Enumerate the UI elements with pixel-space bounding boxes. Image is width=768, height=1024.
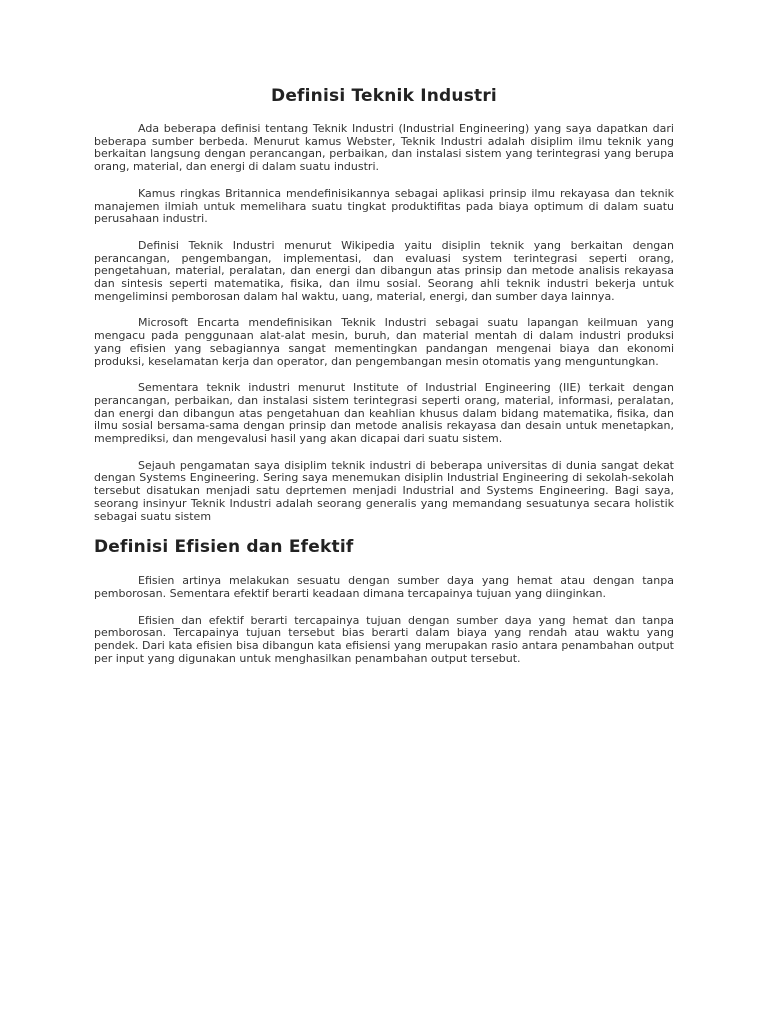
paragraph-5: Sementara teknik industri menurut Institute of Industrial Engineering (IIE) terkait dengan perancangan, perbaikan, dan instalasi sistem terintegrasi seperti orang, material, informasi, peralatan, dan energi dan dibangun atas pengetahuan dan keahlian khusus dalam bidang matematika, fisika, dan ilmu sosial bersama-sama dengan prinsip dan metode analisis rekayasa dan desain untuk menetapkan, memprediksi, dan mengevalusi hasil yang akan dicapai dari suatu sistem. xyxy=(94,381,674,446)
paragraph-3: Definisi Teknik Industri menurut Wikipedia yaitu disiplin teknik yang berkaitan dengan perancangan, pengembangan, implementasi, dan evaluasi system terintegrasi seperti orang, pengetahuan, material, peralatan, dan energi dan dibangun atas prinsip dan metode analisis rekayasa dan sintesis seperti matematika, fisika, dan ilmu sosial. Seorang ahli teknik industri bekerja untuk mengeliminsi pemborosan dalam hal waktu, uang, material, energi, dan sumber daya lainnya. xyxy=(94,238,674,303)
paragraph-6: Sejauh pengamatan saya disiplim teknik industri di beberapa universitas di dunia sangat dekat dengan Systems Engineering. Sering saya menemukan disiplin Industrial Engineering di sekolah-sekolah tersebut disatukan menjadi satu deprtemen menjadi Industrial and Systems Engineering. Bagi saya, seorang insinyur Teknik Industri adalah seorang generalis yang memandang sesuatunya secara holistik sebagai suatu sistem xyxy=(94,458,674,523)
paragraph-2: Kamus ringkas Britannica mendefinisikannya sebagai aplikasi prinsip ilmu rekayasa dan teknik manajemen ilmiah untuk memelihara suatu tingkat produktifitas pada biaya optimum di dalam suatu perusahaan industri. xyxy=(94,186,674,226)
paragraph-4: Microsoft Encarta mendefinisikan Teknik Industri sebagai suatu lapangan keilmuan yang mengacu pada penggunaan alat-alat mesin, buruh, dan material mentah di dalam industri produksi yang efisien yang sebagiannya sangat mementingkan pandangan mengenai biaya dan ekonomi produksi, keselamatan kerja dan operator, dan pengembangan mesin otomatis yang menguntungkan. xyxy=(94,316,674,368)
document-page xyxy=(94,86,674,680)
section2-paragraph-1: Efisien artinya melakukan sesuatu dengan sumber daya yang hemat atau dengan tanpa pemborosan. Sementara efektif berarti keadaan dimana tercapainya tujuan yang diinginkan. xyxy=(94,574,674,600)
paragraph-1: Ada beberapa definisi tentang Teknik Industri (Industrial Engineering) yang saya dapatkan dari beberapa sumber berbeda. Menurut kamus Webster, Teknik Industri adalah disiplim ilmu teknik yang berkaitan langsung dengan perancangan, perbaikan, dan instalasi sistem yang terintegrasi yang berupa orang, material, dan energi di dalam suatu industri. xyxy=(94,122,674,174)
section-heading-efisien-efektif: Definisi Efisien dan Efektif xyxy=(94,537,354,558)
document-title: Definisi Teknik Industri xyxy=(271,86,497,106)
section2-paragraph-2: Efisien dan efektif berarti tercapainya tujuan dengan sumber daya yang hemat dan tanpa pemborosan. Tercapainya tujuan tersebut bias berarti dalam biaya yang rendah atau waktu yang pendek. Dari kata efisien bisa dibangun kata efisiensi yang merupakan rasio antara penambahan output per input yang digunakan untuk menghasilkan penambahan output tersebut. xyxy=(94,613,674,665)
